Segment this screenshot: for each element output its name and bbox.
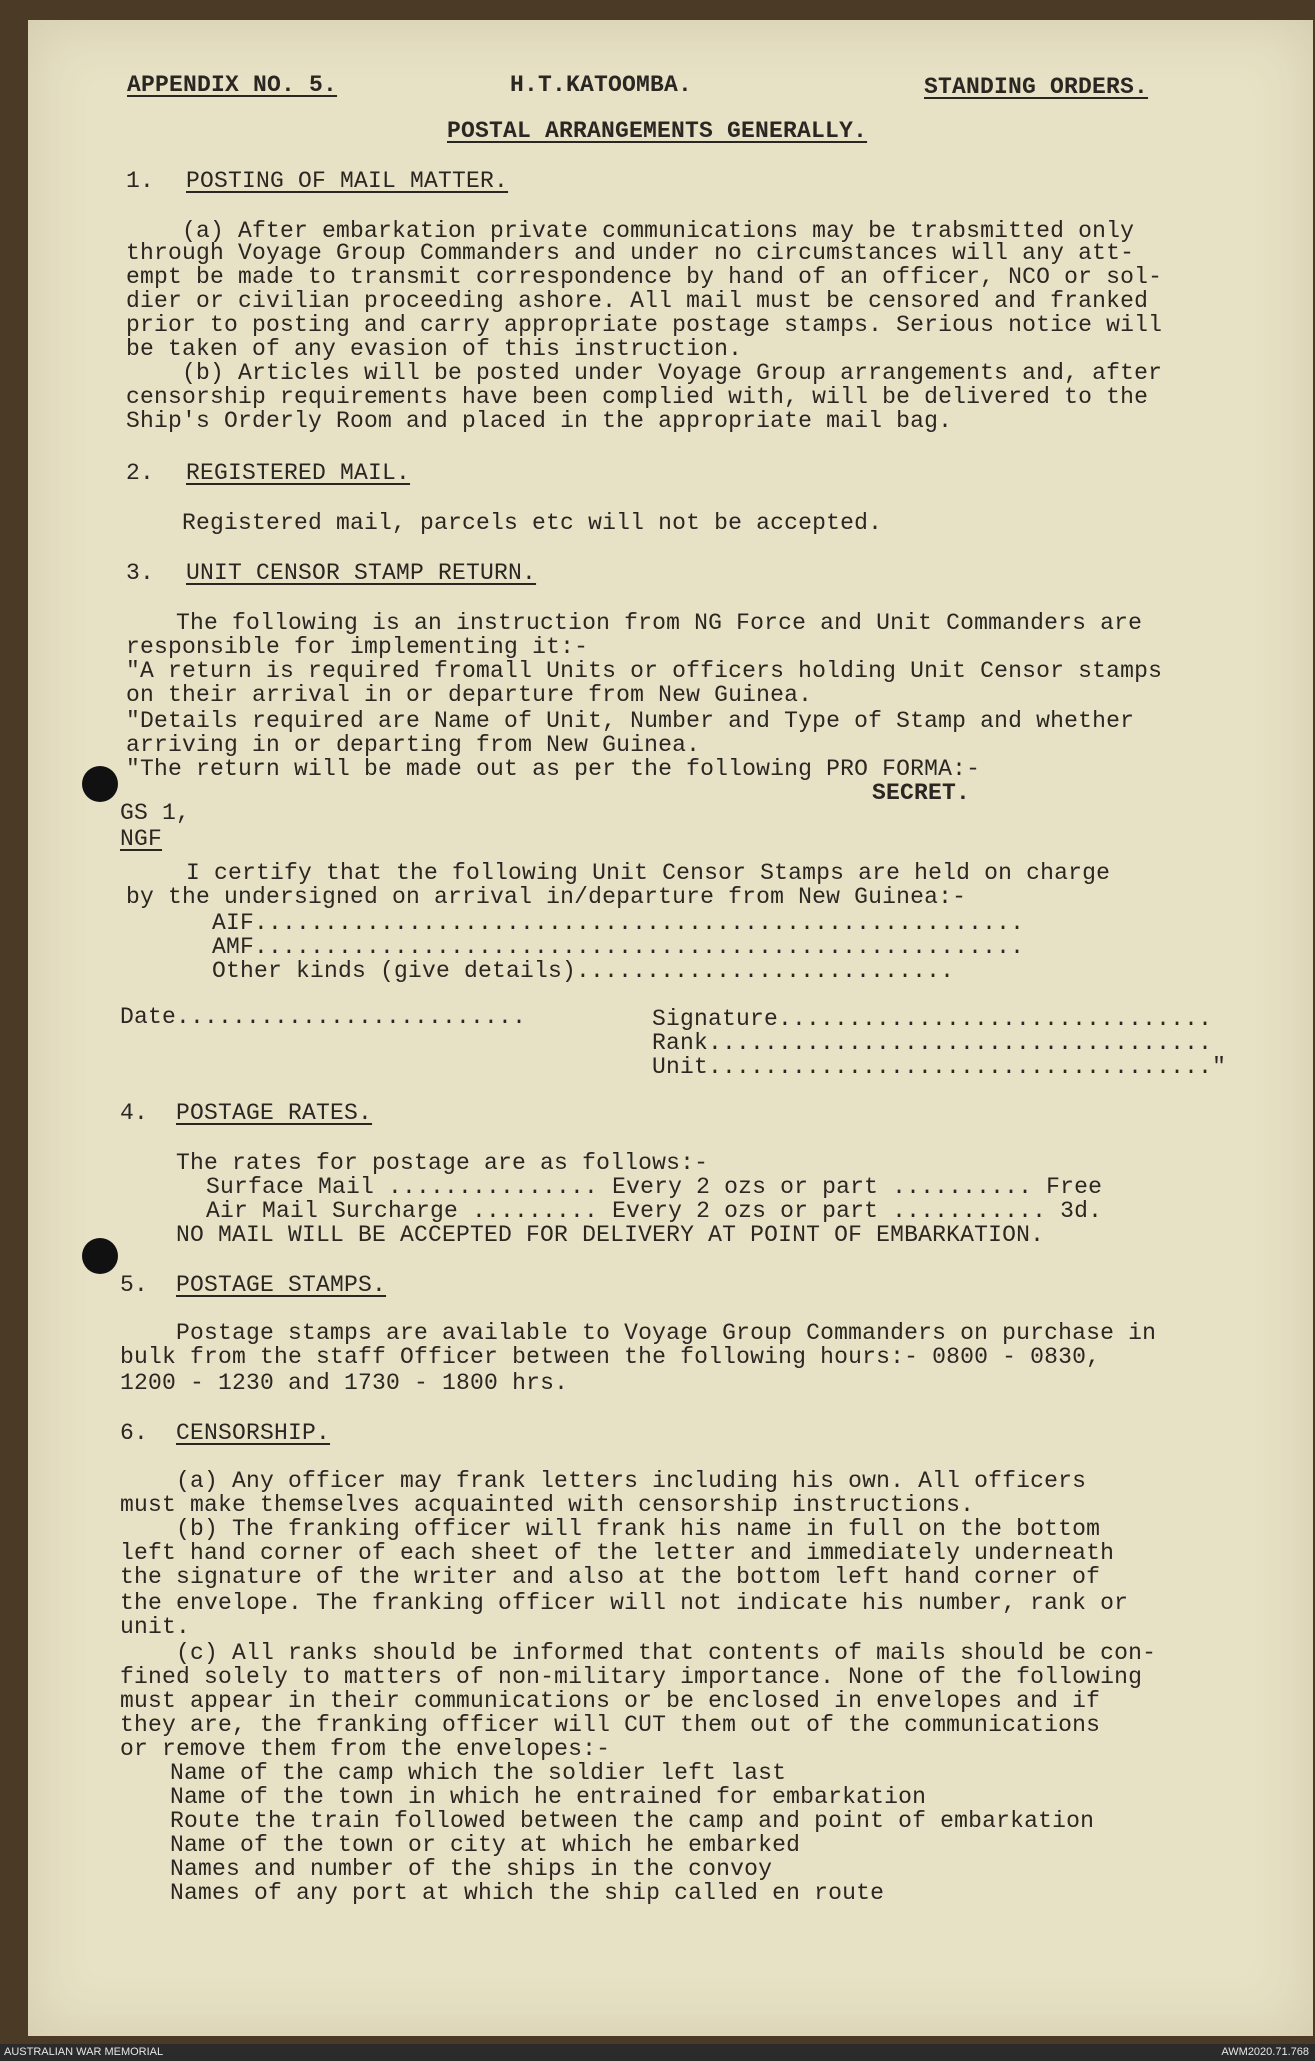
section-4-title: POSTAGE RATES.: [176, 1100, 373, 1126]
s6-line-4: left hand corner of each sheet of the letter and immediately underneath: [120, 1540, 1115, 1566]
s1-line-8: censorship requirements have been complied with, will be delivered to the: [126, 384, 1149, 410]
section-6-title: CENSORSHIP.: [176, 1420, 331, 1446]
air-mail-rate: Air Mail Surcharge ......... Every 2 ozs or part ........... 3d.: [206, 1198, 1103, 1224]
other-kinds-field: Other kinds (give details)...........................: [212, 958, 955, 984]
section-3-number: 3.: [126, 560, 155, 586]
unit-field: Unit....................................": [652, 1054, 1227, 1080]
section-5-number: 5.: [120, 1272, 149, 1298]
section-5-title: POSTAGE STAMPS.: [176, 1272, 387, 1298]
date-field: Date.........................: [120, 1004, 527, 1030]
s6-line-12: or remove them from the envelopes:-: [120, 1736, 611, 1762]
gs-label: GS 1,: [120, 800, 191, 826]
s6-line-5: the signature of the writer and also at the bottom left hand corner of: [120, 1564, 1101, 1590]
s6-line-11: they are, the franking officer will CUT them out of the communications: [120, 1712, 1101, 1738]
footer-accession-number: AWM2020.71.768: [1221, 2046, 1309, 2058]
s6-line-2: must make themselves acquainted with censorship instructions.: [120, 1492, 975, 1518]
s3-line-5: "Details required are Name of Unit, Number and Type of Stamp and whether: [126, 708, 1135, 734]
section-4-number: 4.: [120, 1100, 149, 1126]
s3-line-1: The following is an instruction from NG Force and Unit Commanders are: [176, 610, 1143, 636]
s1-line-3: empt be made to transmit correspondence by hand of an officer, NCO or sol-: [126, 264, 1163, 290]
archive-footer: [0, 2044, 1315, 2061]
appendix-label: APPENDIX NO. 5.: [127, 72, 338, 98]
s6-line-9: fined solely to matters of non-military importance. None of the following: [120, 1664, 1143, 1690]
section-2-number: 2.: [126, 460, 155, 486]
s6-line-1: (a) Any officer may frank letters including his own. All officers: [176, 1468, 1087, 1494]
s3-line-3: "A return is required fromall Units or officers holding Unit Censor stamps: [126, 658, 1163, 684]
s6-list-5: Names and number of the ships in the convoy: [170, 1856, 773, 1882]
ngf-label: NGF: [120, 826, 163, 852]
s1-line-6: be taken of any evasion of this instruction.: [126, 336, 743, 362]
s5-line-2: bulk from the staff Officer between the following hours:- 0800 - 0830,: [120, 1344, 1101, 1370]
page-title: POSTAL ARRANGEMENTS GENERALLY.: [447, 118, 868, 144]
amf-field: AMF.......................................................: [212, 934, 1025, 960]
section-3-title: UNIT CENSOR STAMP RETURN.: [186, 560, 537, 586]
no-mail-notice: NO MAIL WILL BE ACCEPTED FOR DELIVERY AT POINT OF EMBARKATION.: [176, 1222, 1045, 1248]
s6-list-1: Name of the camp which the soldier left last: [170, 1760, 787, 1786]
s2-text: Registered mail, parcels etc will not be accepted.: [182, 510, 883, 536]
s6-line-8: (c) All ranks should be informed that contents of mails should be con-: [176, 1640, 1157, 1666]
signature-field: Signature...............................: [652, 1006, 1213, 1032]
s1-line-5: prior to posting and carry appropriate postage stamps. Serious notice will: [126, 312, 1163, 338]
aif-field: AIF.......................................................: [212, 910, 1025, 936]
s6-list-3: Route the train followed between the camp and point of embarkation: [170, 1808, 1095, 1834]
certify-line-1: I certify that the following Unit Censor Stamps are held on charge: [186, 860, 1111, 886]
s6-line-3: (b) The franking officer will frank his name in full on the bottom: [176, 1516, 1101, 1542]
s6-list-6: Names of any port at which the ship called en route: [170, 1880, 885, 1906]
secret-label: SECRET.: [872, 780, 971, 806]
s1-line-4: dier or civilian proceeding ashore. All mail must be censored and franked: [126, 288, 1149, 314]
s3-line-6: arriving in or departing from New Guinea.: [126, 732, 701, 758]
s3-line-2: responsible for implementing it:-: [126, 634, 589, 660]
standing-orders-label: STANDING ORDERS.: [924, 74, 1149, 100]
s3-line-7: "The return will be made out as per the following PRO FORMA:-: [126, 756, 981, 782]
s5-line-1: Postage stamps are available to Voyage Group Commanders on purchase in: [176, 1320, 1157, 1346]
s1-line-7: (b) Articles will be posted under Voyage Group arrangements and, after: [182, 360, 1163, 386]
section-6-number: 6.: [120, 1420, 149, 1446]
section-2-title: REGISTERED MAIL.: [186, 460, 411, 486]
ship-name: H.T.KATOOMBA.: [510, 72, 693, 98]
certify-line-2: by the undersigned on arrival in/departure from New Guinea:-: [126, 884, 967, 910]
s6-line-7: unit.: [120, 1614, 191, 1640]
s1-line-1: (a) After embarkation private communications may be trabsmitted only: [182, 218, 1135, 244]
rank-field: Rank....................................: [652, 1030, 1213, 1056]
section-1-title: POSTING OF MAIL MATTER.: [186, 168, 509, 194]
surface-mail-rate: Surface Mail ............... Every 2 ozs or part .......... Free: [206, 1174, 1103, 1200]
section-1-number: 1.: [126, 168, 155, 194]
s3-line-4: on their arrival in or departure from New Guinea.: [126, 682, 813, 708]
punch-hole-top: [82, 766, 118, 802]
s6-line-6: the envelope. The franking officer will not indicate his number, rank or: [120, 1590, 1129, 1616]
s1-line-9: Ship's Orderly Room and placed in the appropriate mail bag.: [126, 408, 953, 434]
s6-list-4: Name of the town or city at which he embarked: [170, 1832, 801, 1858]
s5-line-3: 1200 - 1230 and 1730 - 1800 hrs.: [120, 1370, 569, 1396]
rates-intro: The rates for postage are as follows:-: [176, 1150, 709, 1176]
punch-hole-bottom: [82, 1238, 118, 1274]
s6-list-2: Name of the town in which he entrained for embarkation: [170, 1784, 927, 1810]
footer-source: AUSTRALIAN WAR MEMORIAL: [4, 2046, 164, 2058]
s1-line-2: through Voyage Group Commanders and under no circumstances will any att-: [126, 240, 1135, 266]
s6-line-10: must appear in their communications or be enclosed in envelopes and if: [120, 1688, 1101, 1714]
